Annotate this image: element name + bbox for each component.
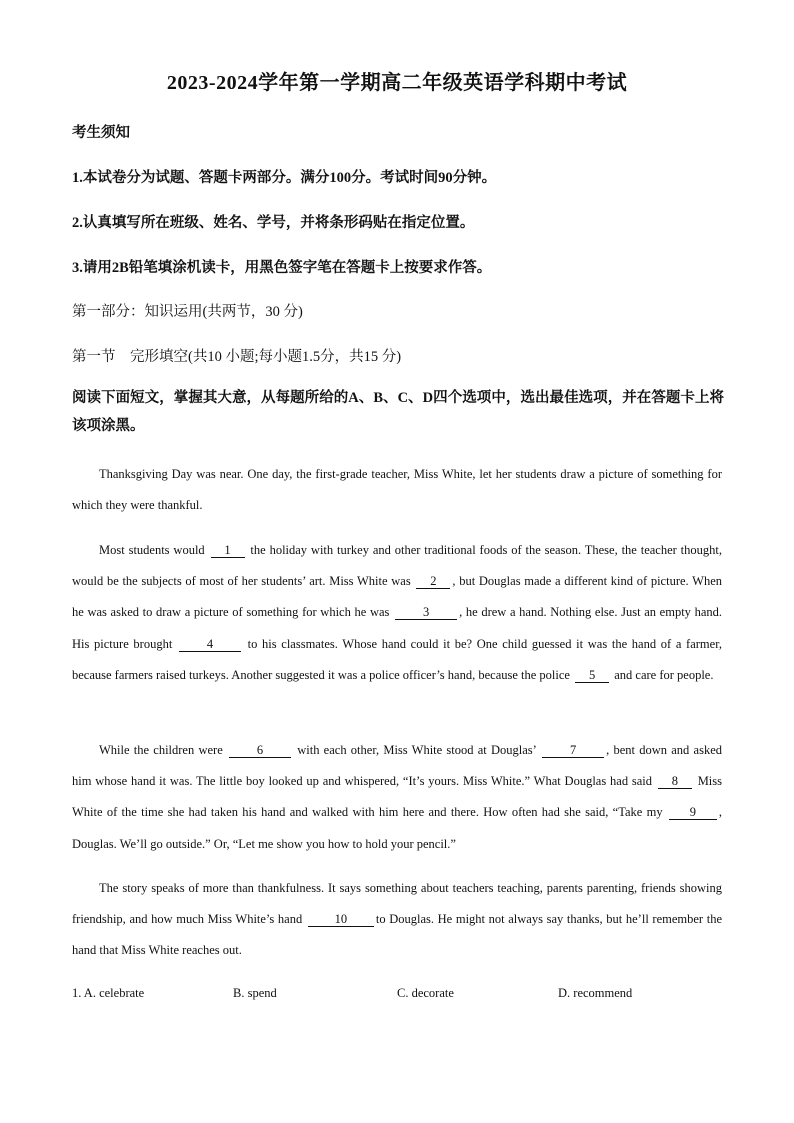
- paragraph-text: , bent down and asked him whose hand it was. The little boy looked up and whispered, “It’s yours. Miss White.” What Douglas had said: [72, 743, 722, 789]
- blank-6[interactable]: 6: [229, 743, 291, 758]
- blank-4[interactable]: 4: [179, 637, 241, 652]
- option-d[interactable]: D. recommend: [558, 986, 633, 1000]
- section-heading: 第一节 完形填空(共10 小题;每小题1.5分，共15 分): [72, 349, 402, 365]
- paragraph-text: to his classmates. Whose hand could it be? One child guessed it was the hand of a farmer, because farmers raised turkeys. Another suggested it was a police officer’s hand, because the police: [72, 636, 722, 682]
- paragraph-text: the holiday with turkey and other traditional foods of the season. These, the teacher thought, would be the subjects of most of her students’ art. Miss White was: [72, 543, 722, 589]
- notice-item-3: 3.请用2B铅笔填涂机读卡，用黑色签字笔在答题卡上按要求作答。: [72, 260, 492, 276]
- paragraph-text: to Douglas. He might not always say thanks, but he’ll remember the hand that Miss White reaches out.: [72, 912, 722, 958]
- blank-9[interactable]: 9: [669, 805, 717, 820]
- blank-1[interactable]: 1: [211, 543, 245, 558]
- instruction: 阅读下面短文，掌握其大意，从每题所给的A、B、C、D四个选项中，选出最佳选项，并在答题卡上将该项涂黑。: [72, 390, 724, 434]
- blank-8[interactable]: 8: [658, 774, 692, 789]
- blank-10[interactable]: 10: [308, 912, 374, 927]
- option-b[interactable]: B. spend: [233, 986, 277, 1000]
- paragraph-text: Thanksgiving Day was near. One day, the first-grade teacher, Miss White, let her students draw a picture of something for which they were thankful.: [72, 467, 722, 513]
- page-title: 2023-2024学年第一学期高二年级英语学科期中考试: [166, 72, 628, 94]
- blank-2[interactable]: 2: [416, 574, 450, 589]
- paragraph-text: , Douglas. We’ll go outside.” Or, “Let me show you how to hold your pencil.”: [72, 805, 722, 851]
- paragraph-text: , he drew a hand. Nothing else. Just an empty hand. His picture brought: [72, 605, 723, 651]
- passage-paragraph-1: [72, 459, 722, 521]
- notice-item-1: 1.本试卷分为试题、答题卡两部分。满分100分。考试时间90分钟。: [72, 170, 497, 186]
- passage-paragraph-2: [72, 535, 722, 691]
- blank-3[interactable]: 3: [395, 605, 457, 620]
- blank-5[interactable]: 5: [575, 668, 609, 683]
- paragraph-text: , but Douglas made a different kind of picture. When he was asked to draw a picture of something for which he was: [72, 574, 722, 620]
- notice-heading: 考生须知: [72, 125, 130, 141]
- notice-item-2: 2.认真填写所在班级、姓名、学号，并将条形码贴在指定位置。: [72, 215, 475, 231]
- paragraph-text: Miss White of the time she had taken his hand and walked with him here and there. How often had she said, “Take my: [72, 774, 723, 820]
- paragraph-text: with each other, Miss White stood at Douglas’: [297, 743, 536, 757]
- paragraph-text: Most students would: [99, 543, 205, 557]
- passage-paragraph-3: [72, 735, 722, 860]
- option-a[interactable]: 1. A. celebrate: [72, 986, 145, 1000]
- paragraph-text: The story speaks of more than thankfulness. It says something about teachers teaching, parents parenting, friends showing friendship, and how much Miss White’s hand: [72, 881, 722, 927]
- blank-7[interactable]: 7: [542, 743, 604, 758]
- passage-paragraph-4: [72, 873, 722, 967]
- paragraph-text: While the children were: [99, 743, 223, 757]
- option-c[interactable]: C. decorate: [397, 986, 454, 1000]
- paragraph-text: and care for people.: [614, 667, 714, 682]
- part-heading: 第一部分：知识运用(共两节，30 分): [72, 304, 303, 320]
